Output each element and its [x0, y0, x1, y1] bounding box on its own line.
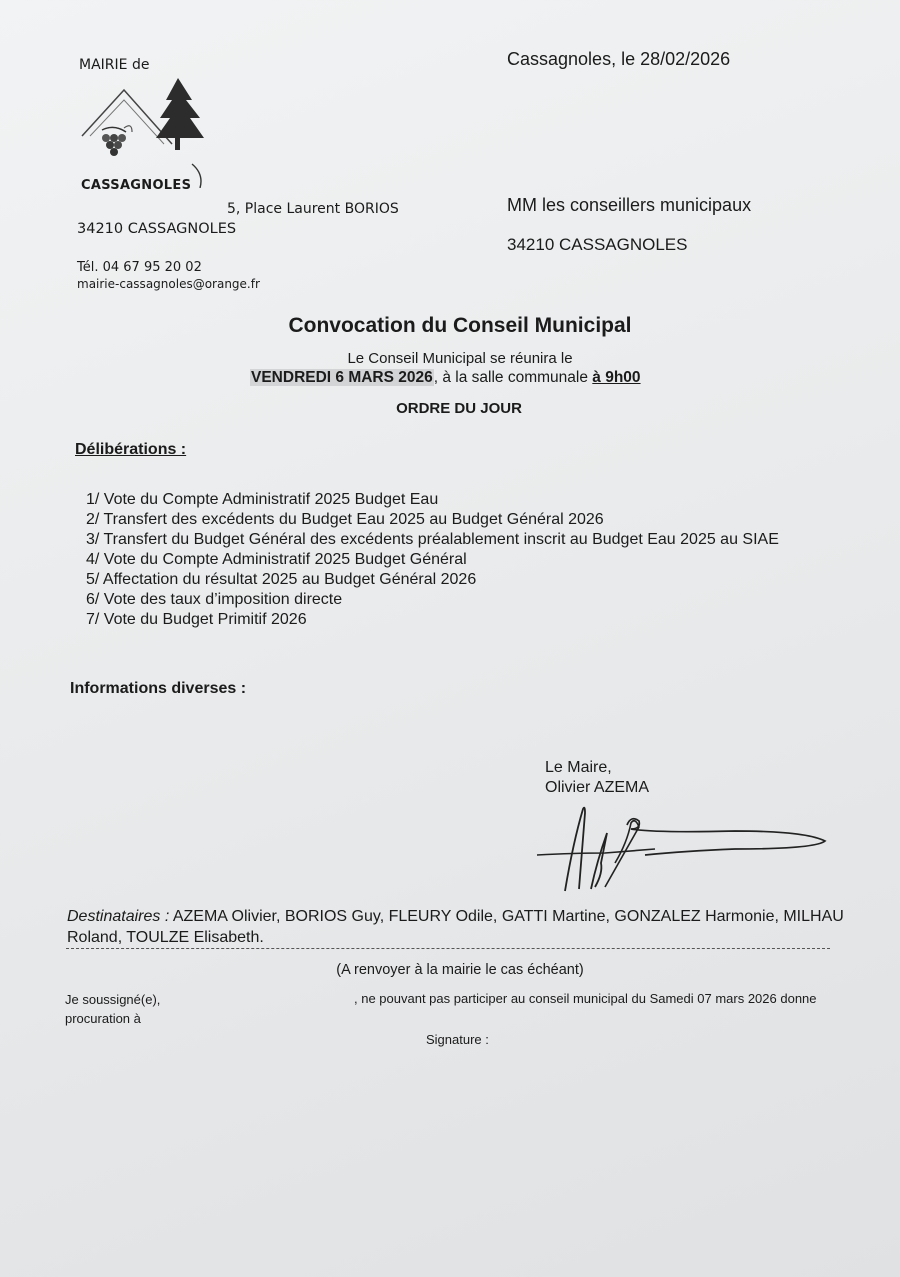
signatory-role: Le Maire, [545, 759, 612, 776]
recipient-line-1: MM les conseillers municipaux [507, 195, 752, 215]
return-note: (A renvoyer à la mairie le cas échéant) [336, 962, 584, 978]
cut-line [66, 948, 830, 949]
deliberations-heading: Délibérations : [75, 441, 187, 458]
signatory-block [545, 758, 649, 798]
list-item: 1/ Vote du Compte Administratif 2025 Budget Eau [86, 491, 439, 508]
proxy-line-start: Je soussigné(e), [65, 992, 161, 1007]
address-line-1: 5, Place Laurent BORIOS [227, 201, 399, 217]
logo-title: MAIRIE de [79, 57, 150, 73]
document-title: Convocation du Conseil Municipal [288, 314, 632, 337]
destinataires-list: AZEMA Olivier, BORIOS Guy, FLEURY Odile, GATTI Martine, GONZALEZ Harmonie, MILHAU Roland, TOULZE Elisabeth. [67, 908, 844, 946]
email: mairie-cassagnoles@orange.fr [77, 277, 260, 291]
address-line-2: 34210 CASSAGNOLES [77, 221, 237, 237]
signature-label: Signature : [426, 1032, 489, 1047]
logo-grapes [102, 126, 132, 156]
deliberations-list [86, 490, 779, 630]
intro-text: Le Conseil Municipal se réunira le [347, 350, 573, 367]
list-item: 7/ Vote du Budget Primitif 2026 [86, 611, 307, 628]
logo-name: CASSAGNOLES [81, 178, 192, 193]
agenda-heading: ORDRE DU JOUR [396, 400, 522, 417]
signatory-name: Olivier AZEMA [545, 779, 650, 796]
list-item: 4/ Vote du Compte Administratif 2025 Budget Général [86, 551, 467, 568]
list-item: 3/ Transfert du Budget Général des excédents préalablement inscrit au Budget Eau 2025 au SIAE [86, 531, 779, 548]
handwritten-signature [535, 803, 835, 898]
destinataires [67, 906, 887, 948]
logo-pine-tree [156, 78, 204, 150]
recipient-line-2: 34210 CASSAGNOLES [507, 235, 688, 254]
meeting-location: , à la salle communale [433, 369, 593, 386]
informations-heading: Informations diverses : [70, 680, 247, 697]
list-item: 5/ Affectation du résultat 2025 au Budget Général 2026 [86, 571, 477, 588]
meeting-date: VENDREDI 6 MARS 2026 [251, 369, 433, 386]
proxy-line-end: , ne pouvant pas participer au conseil municipal du Samedi 07 mars 2026 donne [354, 991, 817, 1006]
list-item: 2/ Transfert des excédents du Budget Eau 2025 au Budget Général 2026 [86, 511, 604, 528]
meeting-line [250, 369, 641, 387]
list-item: 6/ Vote des taux d’imposition directe [86, 591, 343, 608]
destinataires-label: Destinataires : [67, 908, 170, 925]
phone: Tél. 04 67 95 20 02 [77, 260, 202, 275]
town-logo [80, 78, 210, 188]
meeting-time: à 9h00 [592, 369, 641, 386]
date-line: Cassagnoles, le 28/02/2026 [507, 49, 731, 69]
proxy-line-2: procuration à [65, 1011, 141, 1026]
